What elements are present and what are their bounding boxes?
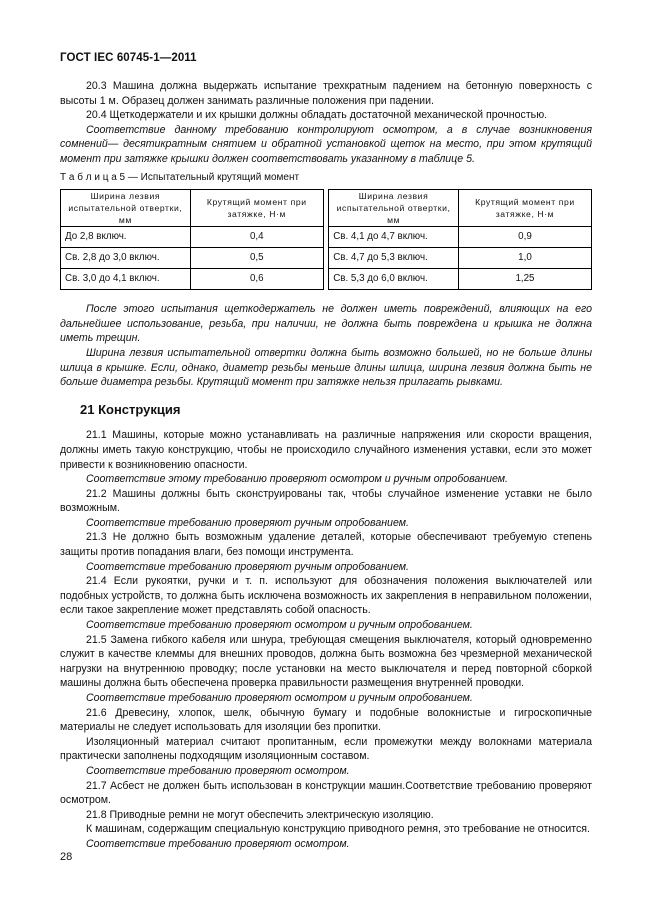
table-cell: Св. 2,8 до 3,0 включ.	[61, 248, 191, 269]
clause-paragraph: 21.7 Асбест не должен быть использован в конструкции машин.Соответствие требованию проверяют осмотром.	[60, 779, 592, 807]
after-table-paragraph: После этого испытания щеткодержатель не должен иметь повреждений, влияющих на его дальнейшее использование, резьба, при наличии, не должна быть повреждена и крышка не должна иметь трещин.	[60, 303, 592, 345]
section-21-body	[60, 428, 592, 851]
clause-paragraph: К машинам, содержащим специальную конструкцию приводного ремня, это требование не относится.	[86, 823, 590, 836]
clause-paragraph: 21.2 Машины должны быть сконструированы так, чтобы случайное изменение уставки не было возможным.	[60, 487, 592, 515]
clause-paragraph: 21.1 Машины, которые можно устанавливать на различные напряжения или скорости вращения, должны иметь такую конструкцию, чтобы не происходило случайного изменения уставки, если это может привести к возникновению опасности.	[60, 429, 592, 471]
page-number: 28	[60, 851, 73, 863]
table-row	[61, 269, 592, 290]
table-row	[61, 227, 592, 248]
table-cell: 0,9	[458, 227, 591, 248]
table-row	[61, 248, 592, 269]
clause-paragraph: 21.4 Если рукоятки, ручки и т. п. используют для обозначения положения выключателей или подобных устройств, то должна быть исключена возможность их закрепления в неправильном положении, если такое закрепление может представлять собой опасность.	[60, 575, 592, 617]
torque-table	[60, 189, 592, 290]
table-header-cell: Ширина лезвия испытательной отвертки, мм	[329, 190, 459, 227]
clause-paragraph: 21.6 Древесину, хлопок, шелк, обычную бумагу и подобные волокнистые и гигроскопичные материалы не следует использовать для изоляции без пропитки.	[60, 706, 592, 734]
clause-paragraph: 21.8 Приводные ремни не могут обеспечить электрическую изоляцию.	[86, 808, 434, 821]
table-cell: 1,25	[458, 269, 591, 290]
table-cell: 0,5	[190, 248, 323, 269]
table-header-row	[61, 190, 592, 227]
table-header-cell: Крутящий момент при затяжке, Н·м	[190, 190, 323, 227]
table-header-cell: Крутящий момент при затяжке, Н·м	[458, 190, 591, 227]
compliance-paragraph: Соответствие требованию проверяют осмотром.	[86, 837, 350, 850]
clause-paragraph: 21.5 Замена гибкого кабеля или шнура, требующая смещения выключателя, который одновременно служит в качестве клеммы для внешних проводов, должна быть возможна без чрезмерной механической нагрузки на внутреннюю проводку; после установки на место выключателя и перед повторной сборкой машины должна быть обеспечена проверка правильности размещения внутренней проводки.	[60, 633, 592, 690]
compliance-paragraph: Соответствие требованию проверяют осмотром.	[86, 764, 350, 777]
paragraph-20-3: 20.3 Машина должна выдержать испытание трехкратным падением на бетонную поверхность с высоты 1 м. Образец должен занимать различные положения при падении.	[60, 80, 592, 107]
clause-paragraph: Изоляционный материал считают пропитанным, если промежутки между волокнами материала практически заполнены подходящим изоляционным составом.	[60, 735, 592, 763]
compliance-paragraph: Соответствие этому требованию проверяют осмотром и ручным опробованием.	[86, 473, 508, 486]
clause-paragraph: 21.3 Не должно быть возможным удаление деталей, которые обеспечивают требуемую степень защиты против попадания влаги, без помощи инструмента.	[60, 531, 592, 559]
table-cell: 1,0	[458, 248, 591, 269]
table-cell: Св. 3,0 до 4,1 включ.	[61, 269, 191, 290]
after-table-paragraph: Ширина лезвия испытательной отвертки должна быть возможно большей, но не больше длины шлица в крышке. Если, однако, диаметр резьбы меньше длины шлица, ширина лезвия должна быть не больше диаметра резьбы. Крутящий момент при затяжке нельзя прилагать рывками.	[60, 346, 592, 389]
compliance-paragraph: Соответствие требованию проверяют ручным опробованием.	[86, 560, 409, 573]
compliance-paragraph: Соответствие требованию проверяют ручным опробованием.	[86, 516, 409, 529]
page-content	[60, 79, 592, 852]
compliance-paragraph: Соответствие требованию проверяют осмотром и ручным опробованием.	[86, 619, 473, 632]
table-cell: 0,6	[190, 269, 323, 290]
table-cell: 0,4	[190, 227, 323, 248]
table-cell: До 2,8 включ.	[61, 227, 191, 248]
section-21-title: 21 Конструкция	[80, 401, 181, 417]
table-cell: Св. 5,3 до 6,0 включ.	[329, 269, 459, 290]
table-caption: Т а б л и ц а 5 — Испытательный крутящий момент	[60, 171, 300, 183]
table-cell: Св. 4,7 до 5,3 включ.	[329, 248, 459, 269]
table-cell: Св. 4,1 до 4,7 включ.	[329, 227, 459, 248]
document-header: ГОСТ IEC 60745-1—2011	[60, 52, 197, 64]
compliance-paragraph: Соответствие требованию проверяют осмотром и ручным опробованием.	[86, 692, 473, 704]
compliance-20-4: Соответствие данному требованию контролируют осмотром, а в случае возникновения сомнений— десятикратным снятием и обратной установкой щеток на место, при этом крутящий момент при затяжке крышки должен соответствовать указанному в таблице 5.	[60, 123, 592, 165]
table-header-cell: Ширина лезвия испытательной отвертки, мм	[61, 190, 191, 227]
paragraph-20-4: 20.4 Щеткодержатели и их крышки должны обладать достаточной механической прочностью.	[86, 109, 548, 122]
